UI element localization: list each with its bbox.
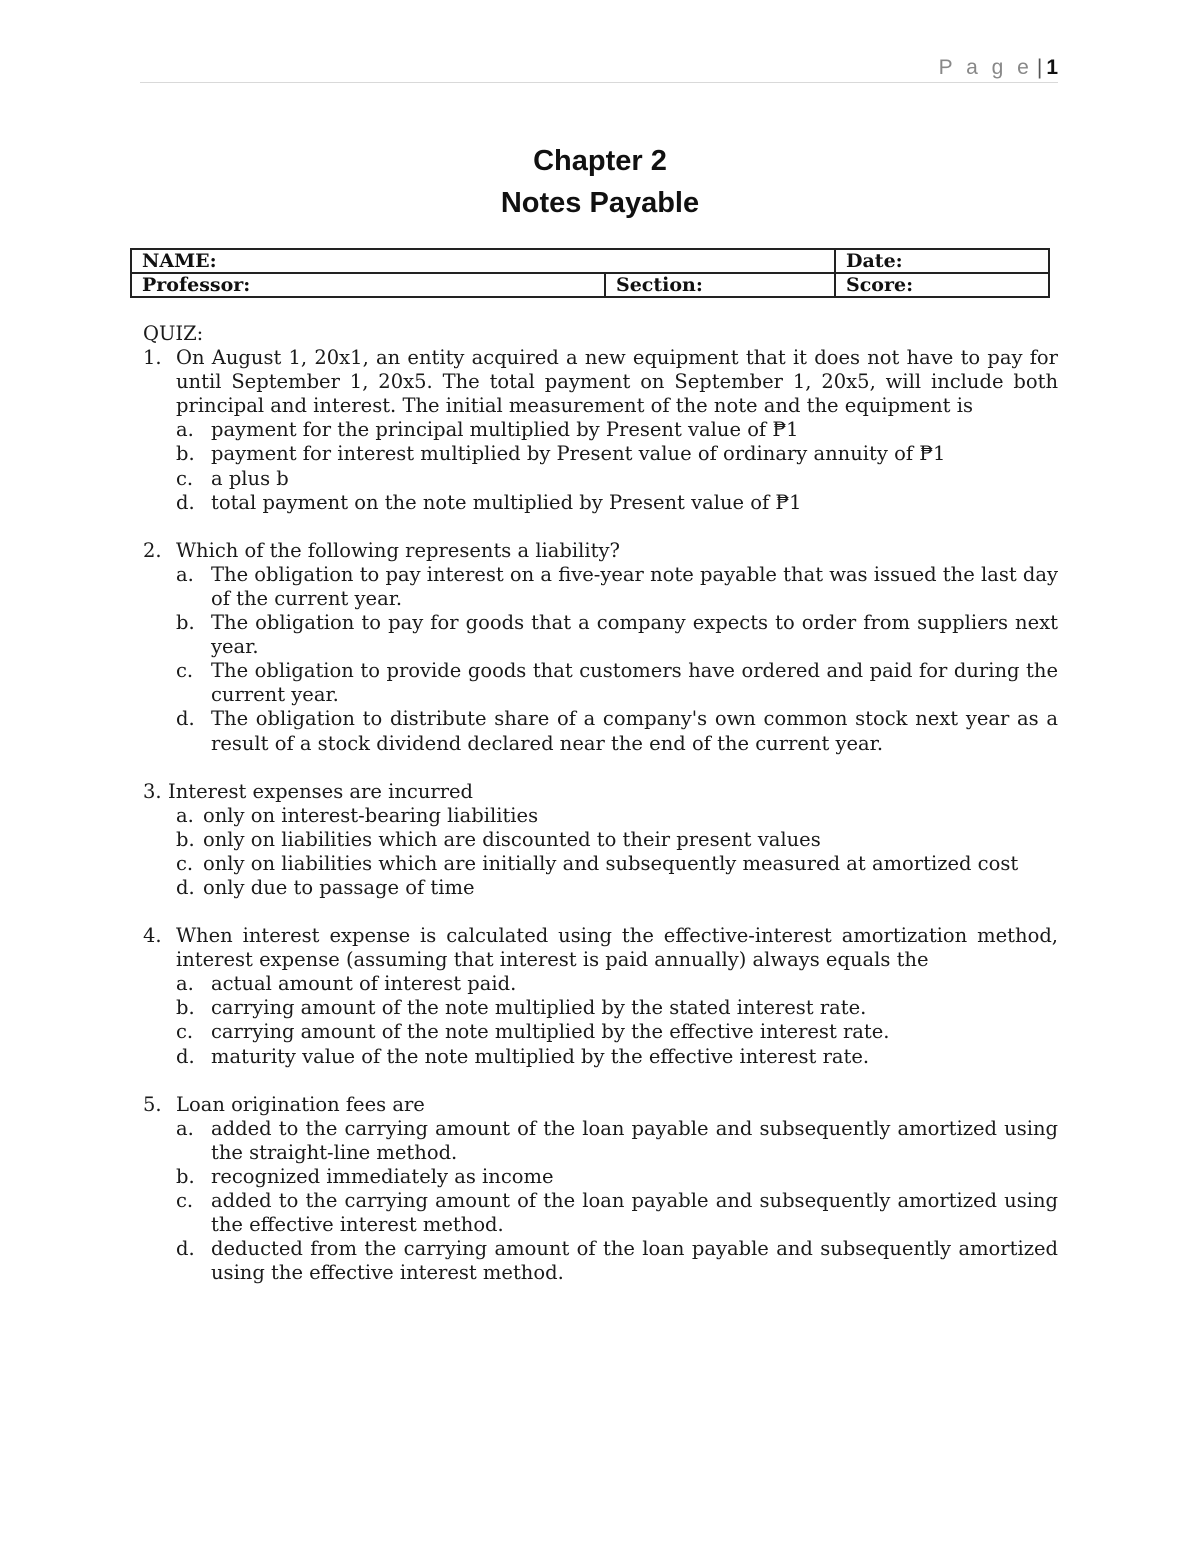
option-letter: d. <box>176 875 195 899</box>
option-b <box>143 442 1058 466</box>
option-letter: c. <box>176 1189 194 1212</box>
option-a <box>143 418 1058 442</box>
option-letter: d. <box>176 490 195 514</box>
page-number-header <box>939 56 1058 80</box>
option-letter: c. <box>176 659 194 683</box>
section-field: Section: <box>605 273 835 297</box>
header-divider <box>140 82 1058 83</box>
option-c <box>143 1189 1058 1237</box>
option-letter: c. <box>176 1020 194 1044</box>
option-a <box>143 972 1058 996</box>
option-letter: b. <box>176 996 195 1020</box>
option-c <box>143 1020 1058 1044</box>
question-number: 5. <box>143 1092 162 1116</box>
option-a <box>143 1117 1058 1165</box>
option-text: The obligation to pay for goods that a company expects to order from suppliers next year. <box>211 611 1058 659</box>
title-block <box>0 140 1200 224</box>
option-text: deducted from the carrying amount of the loan payable and subsequently amortized using the effective interest method. <box>211 1237 1058 1285</box>
quiz-section <box>143 322 1058 1285</box>
question-text: Which of the following represents a liability? <box>176 538 620 562</box>
option-text: total payment on the note multiplied by Present value of ₱1 <box>211 490 802 514</box>
option-text: payment for the principal multiplied by Present value of ₱1 <box>211 418 799 442</box>
name-field: NAME: <box>131 249 835 273</box>
question-number: 1. <box>143 346 162 370</box>
option-letter: b. <box>176 1164 195 1188</box>
question-stem <box>143 346 1058 418</box>
quiz-label: QUIZ: <box>143 322 204 345</box>
date-field: Date: <box>835 249 1049 273</box>
info-row-professor <box>131 273 1049 297</box>
question-text: Interest expenses are incurred <box>168 779 474 803</box>
option-letter: a. <box>176 803 194 827</box>
question-number: 2. <box>143 538 162 562</box>
chapter-subtitle: Notes Payable <box>500 187 700 219</box>
option-letter: a. <box>176 418 194 442</box>
option-letter: c. <box>176 466 194 490</box>
option-d <box>143 491 1058 515</box>
option-letter: b. <box>176 442 195 466</box>
option-d <box>143 1237 1058 1285</box>
question-text: When interest expense is calculated using the effective-interest amortization method, interest expense (assuming that interest is paid annually) always equals the <box>176 924 1058 972</box>
option-c <box>143 467 1058 491</box>
score-field: Score: <box>835 273 1049 297</box>
option-a <box>143 804 1058 828</box>
option-letter: d. <box>176 707 195 731</box>
option-text: payment for interest multiplied by Present value of ordinary annuity of ₱1 <box>211 442 946 466</box>
student-info-table <box>130 248 1050 298</box>
professor-field: Professor: <box>131 273 605 297</box>
option-d <box>143 707 1058 755</box>
chapter-title: Chapter 2 <box>533 145 667 177</box>
option-letter: a. <box>176 972 194 996</box>
question-4 <box>143 924 1058 1069</box>
option-text: only on interest-bearing liabilities <box>203 803 539 827</box>
option-text: recognized immediately as income <box>211 1164 554 1188</box>
option-b <box>143 1165 1058 1189</box>
question-3 <box>143 780 1058 900</box>
option-text: only due to passage of time <box>203 875 475 899</box>
option-b <box>143 996 1058 1020</box>
option-d <box>143 1045 1058 1069</box>
question-2 <box>143 539 1058 756</box>
option-c <box>143 852 1058 876</box>
option-letter: d. <box>176 1044 195 1068</box>
option-text: added to the carrying amount of the loan payable and subsequently amortized using the effective interest method. <box>211 1189 1058 1237</box>
page-separator: | <box>1036 56 1043 79</box>
option-text: only on liabilities which are initially and subsequently measured at amortized cost <box>203 851 1019 875</box>
option-letter: b. <box>176 611 195 635</box>
option-letter: a. <box>176 562 194 586</box>
option-letter: c. <box>176 851 194 875</box>
option-b <box>143 828 1058 852</box>
option-text: The obligation to pay interest on a five-year note payable that was issued the last day of the current year. <box>211 562 1058 610</box>
page-label: P a g e <box>938 56 1033 79</box>
option-text: only on liabilities which are discounted to their present values <box>203 827 821 851</box>
question-5 <box>143 1093 1058 1286</box>
question-number: 3. <box>143 779 162 803</box>
question-stem <box>143 780 1058 804</box>
option-text: The obligation to distribute share of a company's own common stock next year as a result of a stock dividend declared near the end of the current year. <box>211 707 1058 755</box>
option-text: carrying amount of the note multiplied by the stated interest rate. <box>211 996 867 1020</box>
info-row-name <box>131 249 1049 273</box>
question-text: Loan origination fees are <box>176 1092 425 1116</box>
option-text: The obligation to provide goods that customers have ordered and paid for during the current year. <box>211 659 1058 707</box>
option-d <box>143 876 1058 900</box>
question-stem <box>143 539 1058 563</box>
option-text: actual amount of interest paid. <box>211 972 517 996</box>
option-text: maturity value of the note multiplied by the effective interest rate. <box>211 1044 870 1068</box>
option-letter: d. <box>176 1237 195 1261</box>
option-text: a plus b <box>211 466 289 490</box>
option-b <box>143 611 1058 659</box>
question-number: 4. <box>143 924 162 948</box>
page-number: 1 <box>1046 56 1058 79</box>
option-a <box>143 563 1058 611</box>
option-letter: b. <box>176 827 195 851</box>
option-text: added to the carrying amount of the loan payable and subsequently amortized using the straight-line method. <box>211 1116 1058 1164</box>
option-text: carrying amount of the note multiplied by the effective interest rate. <box>211 1020 890 1044</box>
option-letter: a. <box>176 1116 194 1140</box>
question-stem <box>143 924 1058 972</box>
option-c <box>143 659 1058 707</box>
question-1 <box>143 346 1058 515</box>
question-stem <box>143 1093 1058 1117</box>
question-text: On August 1, 20x1, an entity acquired a new equipment that it does not have to pay for until September 1, 20x5. The total payment on September 1, 20x5, will include both principal and interest. The initial measurement of the note and the equipment is <box>176 346 1058 418</box>
